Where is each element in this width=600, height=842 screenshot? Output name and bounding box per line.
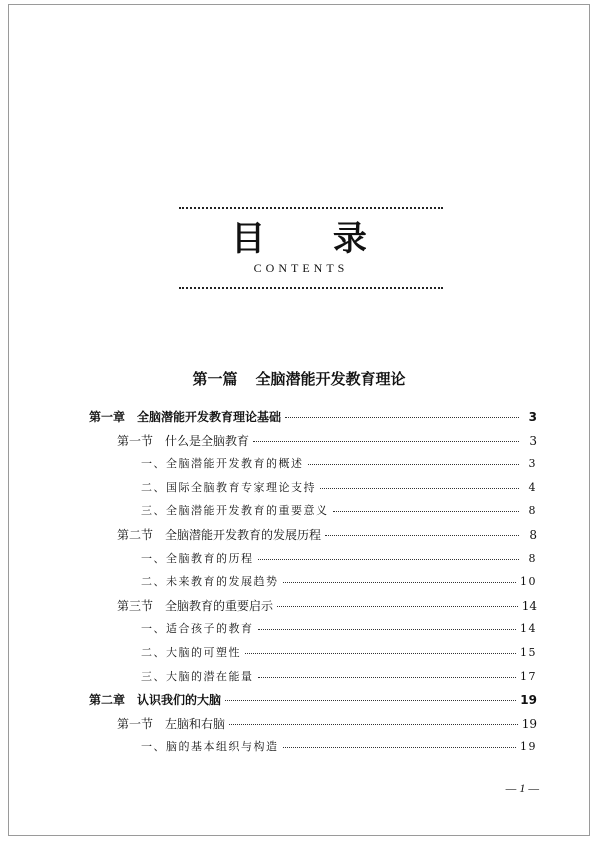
toc-entry-number: 第二节 [117, 528, 154, 542]
toc-entry-number: 第一节 [117, 433, 154, 448]
toc-entry-number: 第一章 [89, 410, 126, 424]
toc-entry-label [141, 738, 279, 756]
toc-entry[interactable] [141, 644, 537, 662]
toc-dot-leader [225, 700, 516, 701]
toc-entry-title: 全脑潜能开发教育理论基础 [137, 410, 282, 424]
toc-entry-title: 大脑的潜在能量 [166, 669, 254, 683]
toc-entry-number: 二、 [141, 646, 166, 659]
toc-entry-number: 一、 [141, 622, 166, 636]
toc-entry-number: 二、 [141, 480, 166, 494]
bottom-dotted-rule [179, 287, 443, 289]
toc-entry-label [117, 597, 273, 615]
toc-dot-leader [320, 488, 519, 489]
toc-dot-leader [308, 464, 520, 465]
top-dotted-rule [179, 207, 443, 209]
toc-dot-leader [333, 511, 520, 512]
toc-entry-title: 国际全脑教育专家理论支持 [166, 480, 316, 494]
toc-entry-page-number: 4 [528, 480, 537, 494]
toc-entry-number: 第三节 [117, 598, 154, 613]
toc-entry-title: 什么是全脑教育 [165, 433, 250, 448]
toc-entry-label [117, 432, 249, 450]
toc-entry-label [141, 455, 304, 473]
toc-entry-page-number: 19 [520, 740, 537, 754]
toc-entry-page-number: 8 [528, 551, 537, 565]
toc-entry-page-number: 14 [521, 598, 537, 613]
toc-entry[interactable] [141, 479, 537, 497]
toc-entry-number: 一、 [141, 457, 166, 471]
toc-entry-label [141, 620, 254, 638]
toc-entry-page-number: 3 [528, 457, 537, 471]
page-number: — 1 — [505, 781, 539, 795]
toc-entry-number: 三、 [141, 669, 166, 683]
toc-entry-title: 全脑教育的重要启示 [165, 598, 274, 613]
part-title: 全脑潜能开发教育理论 [255, 370, 406, 388]
toc-entry[interactable] [141, 502, 537, 520]
toc-dot-leader [283, 582, 517, 583]
toc-entry-label [141, 479, 316, 497]
toc-entry-page-number: 14 [520, 622, 537, 636]
toc-dot-leader [229, 724, 518, 725]
toc-dot-leader [245, 653, 516, 654]
toc-dot-leader [258, 677, 517, 678]
toc-entry-title: 左脑和右脑 [165, 716, 226, 731]
toc-entry[interactable] [141, 550, 537, 568]
toc-entry-number: 一、 [141, 740, 166, 754]
toc-entry-label [141, 502, 329, 520]
toc-entry-label [141, 644, 241, 662]
toc-entry-page-number: 17 [520, 669, 537, 683]
toc-entry[interactable] [89, 408, 537, 426]
toc-entry-page-number: 3 [529, 433, 537, 448]
toc-entry[interactable] [117, 715, 537, 733]
toc-entry-number: 第一节 [117, 716, 154, 731]
toc-entry[interactable] [117, 432, 537, 450]
toc-entry-number: 三、 [141, 504, 166, 518]
toc-entry[interactable] [89, 691, 537, 709]
toc-entry[interactable] [141, 668, 537, 686]
toc-dot-leader [285, 417, 519, 418]
part-label: 第一篇 [192, 370, 238, 388]
toc-entry-number: 二、 [141, 575, 166, 589]
toc-entry-label [117, 526, 321, 544]
document-page [8, 4, 590, 836]
toc-entry[interactable] [117, 597, 537, 615]
toc-entry-label [89, 408, 281, 426]
toc-entry[interactable] [141, 620, 537, 638]
toc-entry-page-number: 19 [521, 716, 537, 731]
page-subtitle: CONTENTS [253, 261, 349, 275]
toc-entry-page-number: 10 [520, 575, 537, 589]
toc-entry-title: 适合孩子的教育 [166, 622, 254, 636]
page-title: 目 录 [231, 219, 395, 259]
toc-entry-title: 全脑潜能开发教育的发展历程 [165, 528, 322, 542]
toc-entry-label [89, 691, 221, 709]
part-heading [9, 368, 589, 389]
toc-dot-leader [258, 629, 517, 630]
toc-dot-leader [325, 535, 519, 536]
toc-entry[interactable] [141, 738, 537, 756]
toc-entry-page-number: 3 [528, 410, 537, 424]
toc-entry-title: 未来教育的发展趋势 [166, 575, 279, 589]
toc-entry-page-number: 15 [520, 646, 537, 659]
toc-entry[interactable] [117, 526, 537, 544]
toc-entry-title: 脑的基本组织与构造 [166, 740, 279, 754]
toc-entry-title: 全脑教育的历程 [166, 551, 254, 565]
toc-entry-page-number: 19 [520, 693, 537, 708]
toc-entry-title: 大脑的可塑性 [166, 646, 241, 659]
toc-entry-title: 全脑潜能开发教育的重要意义 [166, 504, 329, 518]
toc-entry-label [141, 668, 254, 686]
toc-dot-leader [277, 606, 518, 607]
toc-dot-leader [283, 747, 517, 748]
toc-entry-page-number: 8 [529, 528, 537, 542]
toc-entry-label [141, 550, 254, 568]
toc-dot-leader [253, 441, 519, 442]
toc-entry-title: 全脑潜能开发教育的概述 [166, 457, 304, 471]
toc-entry-label [117, 715, 225, 733]
toc-entry[interactable] [141, 573, 537, 591]
toc-entry-title: 认识我们的大脑 [137, 693, 222, 708]
toc-dot-leader [258, 559, 520, 560]
toc-entry-number: 一、 [141, 551, 166, 565]
toc-entry-label [141, 573, 279, 591]
toc-entry-number: 第二章 [89, 693, 126, 708]
toc-entry[interactable] [141, 455, 537, 473]
toc-entry-page-number: 8 [528, 504, 537, 518]
